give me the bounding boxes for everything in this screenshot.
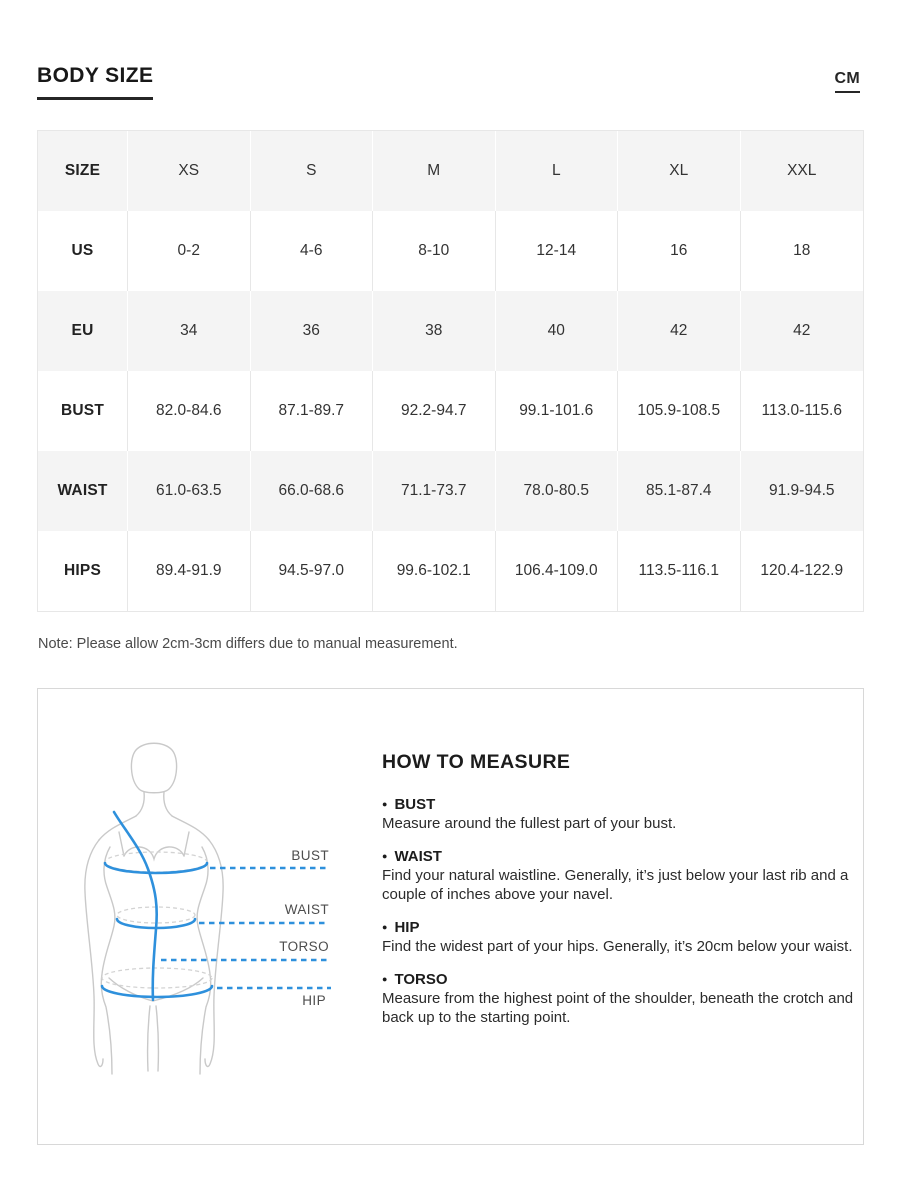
measure-item-label-text: TORSO <box>394 971 448 988</box>
measure-item-text: Measure around the fullest part of your bust. <box>382 815 677 832</box>
size-cell: 38 <box>373 291 496 371</box>
size-cell: 0-2 <box>128 211 251 291</box>
measure-item-label <box>382 919 860 936</box>
bullet-icon: ● <box>382 974 388 984</box>
size-cell: 16 <box>618 211 741 291</box>
size-cell: 89.4-91.9 <box>128 531 251 611</box>
size-cell: 106.4-109.0 <box>496 531 619 611</box>
size-cell: 18 <box>741 211 864 291</box>
measure-item-label <box>382 796 860 813</box>
size-cell: 36 <box>251 291 374 371</box>
size-cell: S <box>251 131 374 211</box>
figure-label-bust: BUST <box>291 848 329 863</box>
table-row-eu <box>38 291 863 371</box>
bullet-icon: ● <box>382 851 388 861</box>
size-cell: 113.5-116.1 <box>618 531 741 611</box>
size-cell: 42 <box>741 291 864 371</box>
bust-measure-line <box>105 863 207 873</box>
measure-item-text: Find the widest part of your hips. Generally, it’s 20cm below your waist. <box>382 938 853 955</box>
size-cell: 105.9-108.5 <box>618 371 741 451</box>
size-cell: XL <box>618 131 741 211</box>
measure-item-text: Measure from the highest point of the shoulder, beneath the crotch and back up to the starting point. <box>382 990 854 1026</box>
table-row-size <box>38 131 863 211</box>
table-row-hips <box>38 531 863 611</box>
body-figure <box>51 716 371 1106</box>
size-cell: 82.0-84.6 <box>128 371 251 451</box>
size-cell: 78.0-80.5 <box>496 451 619 531</box>
row-label-bust: BUST <box>38 371 128 451</box>
size-cell: 66.0-68.6 <box>251 451 374 531</box>
figure-label-waist: WAIST <box>284 902 329 917</box>
page-title: BODY SIZE <box>37 64 153 100</box>
table-row-us <box>38 211 863 291</box>
neck-outline <box>164 792 172 816</box>
row-label-waist: WAIST <box>38 451 128 531</box>
size-cell: 61.0-63.5 <box>128 451 251 531</box>
measure-item-hip <box>382 919 860 956</box>
size-cell: 8-10 <box>373 211 496 291</box>
size-cell: M <box>373 131 496 211</box>
size-cell: 91.9-94.5 <box>741 451 864 531</box>
leg-inner-right <box>156 1006 158 1071</box>
size-cell: 42 <box>618 291 741 371</box>
shoulder-outline <box>172 816 209 840</box>
measure-item-waist <box>382 848 860 904</box>
bullet-icon: ● <box>382 799 388 809</box>
size-cell: 85.1-87.4 <box>618 451 741 531</box>
measurement-note: Note: Please allow 2cm-3cm differs due to manual measurement. <box>38 636 458 652</box>
size-cell: 40 <box>496 291 619 371</box>
measure-item-torso <box>382 971 860 1027</box>
size-cell: 94.5-97.0 <box>251 531 374 611</box>
measure-instructions <box>382 751 860 1042</box>
torso-side-left <box>101 847 115 1074</box>
measure-item-label-text: HIP <box>394 919 420 936</box>
size-cell: 71.1-73.7 <box>373 451 496 531</box>
size-cell: 113.0-115.6 <box>741 371 864 451</box>
how-to-measure-panel <box>37 688 864 1145</box>
bullet-icon: ● <box>382 922 388 932</box>
measure-item-label <box>382 848 860 865</box>
head-outline <box>131 743 176 793</box>
size-cell: 99.6-102.1 <box>373 531 496 611</box>
neck-outline <box>136 792 144 816</box>
table-row-bust <box>38 371 863 451</box>
size-cell: 12-14 <box>496 211 619 291</box>
bra-strap-left <box>119 832 124 856</box>
unit-toggle-cm[interactable]: CM <box>835 70 860 93</box>
size-cell: XS <box>128 131 251 211</box>
figure-label-torso: TORSO <box>279 939 329 954</box>
size-cell: 4-6 <box>251 211 374 291</box>
size-cell: XXL <box>741 131 864 211</box>
how-to-measure-title: HOW TO MEASURE <box>382 751 571 773</box>
size-cell: 92.2-94.7 <box>373 371 496 451</box>
bra-strap-right <box>184 832 189 856</box>
row-label-hips: HIPS <box>38 531 128 611</box>
measure-item-label-text: WAIST <box>394 848 442 865</box>
body-size-table <box>37 130 864 612</box>
bra-top-line <box>124 847 184 859</box>
figure-label-hip: HIP <box>302 993 326 1008</box>
arm-outline-left <box>85 840 103 1066</box>
measure-lines <box>102 812 212 1000</box>
size-cell: 34 <box>128 291 251 371</box>
table-row-waist <box>38 451 863 531</box>
row-label-size: SIZE <box>38 131 128 211</box>
size-cell: 99.1-101.6 <box>496 371 619 451</box>
body-outline <box>85 743 223 1074</box>
measure-item-label <box>382 971 860 988</box>
leg-inner-left <box>148 1006 150 1071</box>
row-label-eu: EU <box>38 291 128 371</box>
measure-item-bust <box>382 796 860 833</box>
leader-lines <box>161 868 331 988</box>
size-cell: 120.4-122.9 <box>741 531 864 611</box>
measure-item-label-text: BUST <box>394 796 436 813</box>
size-cell: L <box>496 131 619 211</box>
row-label-us: US <box>38 211 128 291</box>
measure-item-text: Find your natural waistline. Generally, it’s just below your last rib and a couple of inches above your navel. <box>382 867 849 903</box>
size-cell: 87.1-89.7 <box>251 371 374 451</box>
